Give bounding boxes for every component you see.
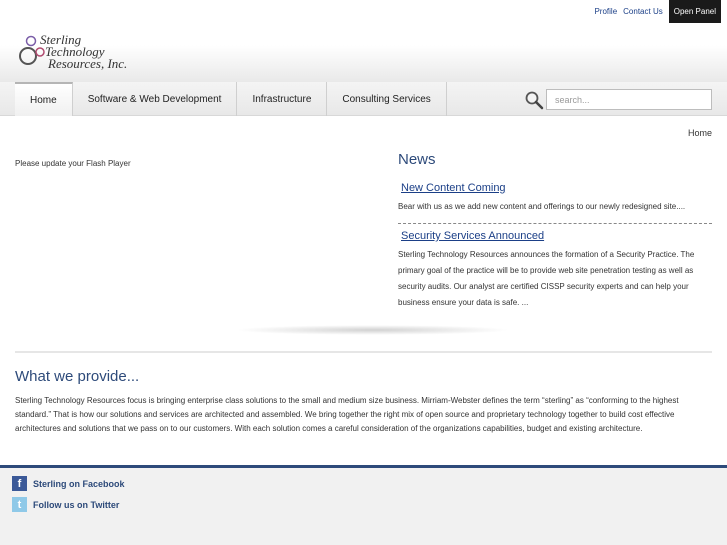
site-header xyxy=(0,0,727,82)
top-links xyxy=(588,0,721,23)
nav-item-infrastructure[interactable]: Infrastructure xyxy=(237,82,327,116)
news-divider xyxy=(398,223,712,224)
nav-item-home[interactable]: Home xyxy=(15,82,73,116)
logo-line-3: Resources, Inc. xyxy=(48,56,128,71)
news-section xyxy=(398,151,712,311)
logo-line-1: Sterling xyxy=(40,32,82,47)
breadcrumb[interactable]: Home xyxy=(687,128,712,138)
flash-player-message: Please update your Flash Player xyxy=(15,159,131,168)
twitter-link-label: Follow us on Twitter xyxy=(33,499,120,510)
contact-us-link[interactable]: Contact Us xyxy=(623,7,663,16)
news-item xyxy=(398,230,712,311)
facebook-icon: f xyxy=(12,476,27,491)
news-item xyxy=(398,182,712,215)
news-item-body: Sterling Technology Resources announces the formation of a Security Practice. The primary goal of the practice will be to provide web site penetration testing as well as security audits. Our analyst are certified CISSP security experts and can help your business ensure your data is safe. ... xyxy=(398,250,695,307)
main-nav xyxy=(15,82,447,116)
nav-item-software-web-development[interactable]: Software & Web Development xyxy=(73,82,238,116)
news-heading: News xyxy=(398,151,436,168)
search-input[interactable] xyxy=(546,89,712,110)
facebook-link-label: Sterling on Facebook xyxy=(33,478,125,489)
twitter-icon: t xyxy=(12,497,27,512)
what-we-provide-section xyxy=(15,368,712,436)
twitter-link[interactable] xyxy=(12,497,119,512)
profile-link[interactable]: Profile xyxy=(594,7,618,16)
horizontal-rule xyxy=(15,351,712,353)
facebook-link[interactable] xyxy=(12,476,125,491)
news-item-title-link[interactable]: Security Services Announced xyxy=(401,230,545,242)
site-footer xyxy=(0,465,727,545)
logo-line-2: Technology xyxy=(45,44,105,59)
open-panel-button[interactable]: Open Panel xyxy=(669,0,721,23)
news-item-title-link[interactable]: New Content Coming xyxy=(401,182,506,194)
section-shadow-divider xyxy=(235,325,510,335)
what-we-provide-body: Sterling Technology Resources focus is bringing enterprise class solutions to the small and medium size business. Mirriam-Webster defines the term “sterling” as “conforming to the highest standard.” That is how our solutions and services are architected and assembled. We bring together the right mix of open source and proprietary technology together to build cost effective architectures and solutions that we pass on to our customers. With each solution comes a careful consideration of the organizations capabilities, budget and existing architecture. xyxy=(15,396,679,433)
what-we-provide-heading: What we provide... xyxy=(15,368,140,385)
logo-text xyxy=(40,34,127,70)
news-item-body: Bear with us as we add new content and offerings to our newly redesigned site.... xyxy=(398,202,686,211)
search-icon[interactable] xyxy=(524,90,544,110)
nav-item-consulting-services[interactable]: Consulting Services xyxy=(327,82,446,116)
site-logo[interactable] xyxy=(18,32,168,79)
